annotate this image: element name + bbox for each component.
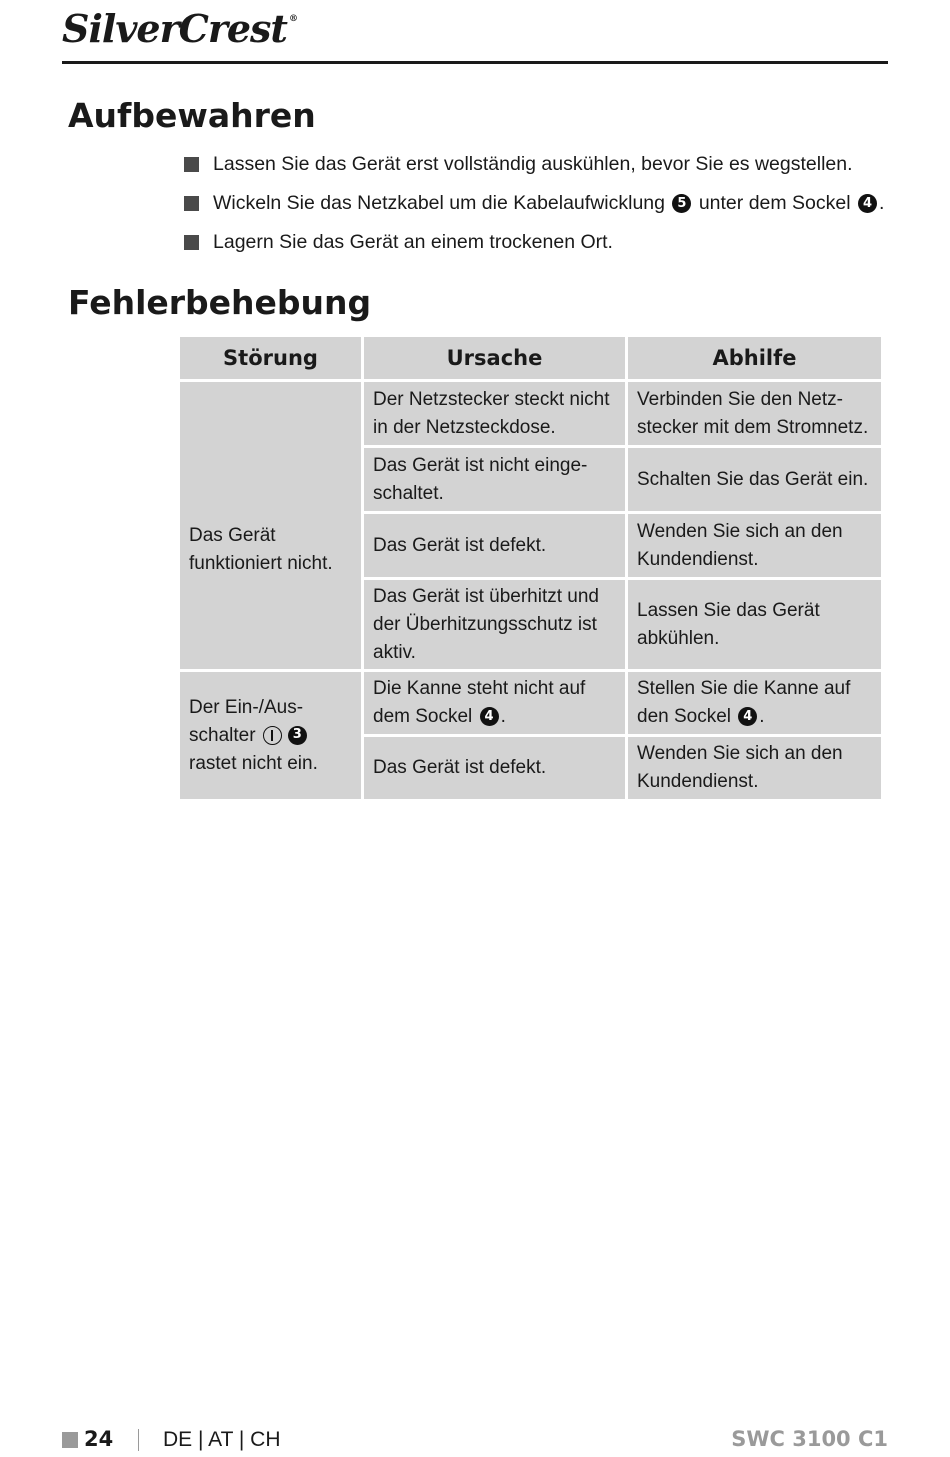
- bullet-square-icon: [184, 196, 199, 211]
- section-title-storage: Aufbewahren: [68, 96, 316, 135]
- bullet-text-mid: unter dem Sockel: [698, 192, 851, 214]
- remedy-cell: Schalten Sie das Gerät ein.: [627, 447, 883, 513]
- footer-divider: [138, 1429, 139, 1451]
- remedy-text: Stellen Sie die Kanne auf den Sockel: [637, 678, 851, 727]
- bullet-text: Lassen Sie das Gerät erst vollständig auskühlen, bevor Sie es wegstellen.: [213, 153, 853, 175]
- page-footer: [62, 1427, 888, 1457]
- brand-name: SilverCrest: [62, 6, 287, 51]
- cause-text: Die Kanne steht nicht auf dem Sockel: [373, 678, 586, 727]
- remedy-cell: [627, 671, 883, 736]
- list-item: [184, 145, 904, 184]
- header-fault: Störung: [179, 336, 363, 381]
- part-number-4-icon: 4: [858, 194, 877, 213]
- remedy-cell: Lassen Sie das Gerät abkühlen.: [627, 579, 883, 671]
- table-row: [179, 671, 883, 736]
- page-number: 24: [84, 1427, 114, 1451]
- table-header-row: [179, 336, 883, 381]
- remedy-cell: Verbinden Sie den Netz-stecker mit dem Stromnetz.: [627, 381, 883, 447]
- list-item: [184, 223, 904, 262]
- brand-logo: [62, 6, 297, 51]
- section-title-troubleshooting: Fehlerbehebung: [68, 283, 372, 322]
- part-number-4-icon: 4: [480, 707, 499, 726]
- fault-text-line: [189, 722, 352, 750]
- bullet-text-post: .: [879, 192, 885, 214]
- country-codes: DE | AT | CH: [163, 1428, 281, 1451]
- header-rule: [62, 61, 888, 64]
- cause-cell: [363, 671, 627, 736]
- bullet-text-pre: Wickeln Sie das Netzkabel um die Kabelaufwicklung: [213, 192, 665, 214]
- storage-bullet-list: [184, 145, 904, 262]
- remedy-cell: Wenden Sie sich an den Kundendienst.: [627, 736, 883, 801]
- bullet-square-icon: [184, 235, 199, 250]
- part-number-4-icon: 4: [738, 707, 757, 726]
- bullet-text: [213, 192, 884, 215]
- power-switch-icon: [263, 726, 282, 745]
- troubleshooting-table: [177, 334, 884, 802]
- part-number-3-icon: 3: [288, 726, 307, 745]
- fault-text-switch: schalter: [189, 724, 256, 746]
- fault-text-line: Der Ein-/Aus-: [189, 696, 304, 718]
- remedy-text-post: .: [759, 706, 765, 727]
- remedy-cell: Wenden Sie sich an den Kundendienst.: [627, 513, 883, 579]
- registered-mark: ®: [288, 14, 297, 24]
- cause-cell: Das Gerät ist nicht einge-schaltet.: [363, 447, 627, 513]
- list-item: [184, 184, 904, 223]
- cause-cell: Das Gerät ist defekt.: [363, 513, 627, 579]
- table-row: [179, 381, 883, 447]
- header-remedy: Abhilfe: [627, 336, 883, 381]
- cause-cell: Das Gerät ist überhitzt und der Überhitzungsschutz ist aktiv.: [363, 579, 627, 671]
- cause-cell: Der Netzstecker steckt nicht in der Netzsteckdose.: [363, 381, 627, 447]
- fault-cell: Das Gerät funktioniert nicht.: [179, 381, 363, 671]
- part-number-5-icon: 5: [672, 194, 691, 213]
- bullet-square-icon: [184, 157, 199, 172]
- header-cause: Ursache: [363, 336, 627, 381]
- model-number: SWC 3100 C1: [731, 1427, 888, 1451]
- footer-square-icon: [62, 1432, 78, 1448]
- fault-cell: [179, 671, 363, 801]
- cause-cell: Das Gerät ist defekt.: [363, 736, 627, 801]
- bullet-text: Lagern Sie das Gerät an einem trockenen Ort.: [213, 231, 613, 253]
- cause-text-post: .: [500, 706, 506, 727]
- fault-text-line: rastet nicht ein.: [189, 752, 318, 774]
